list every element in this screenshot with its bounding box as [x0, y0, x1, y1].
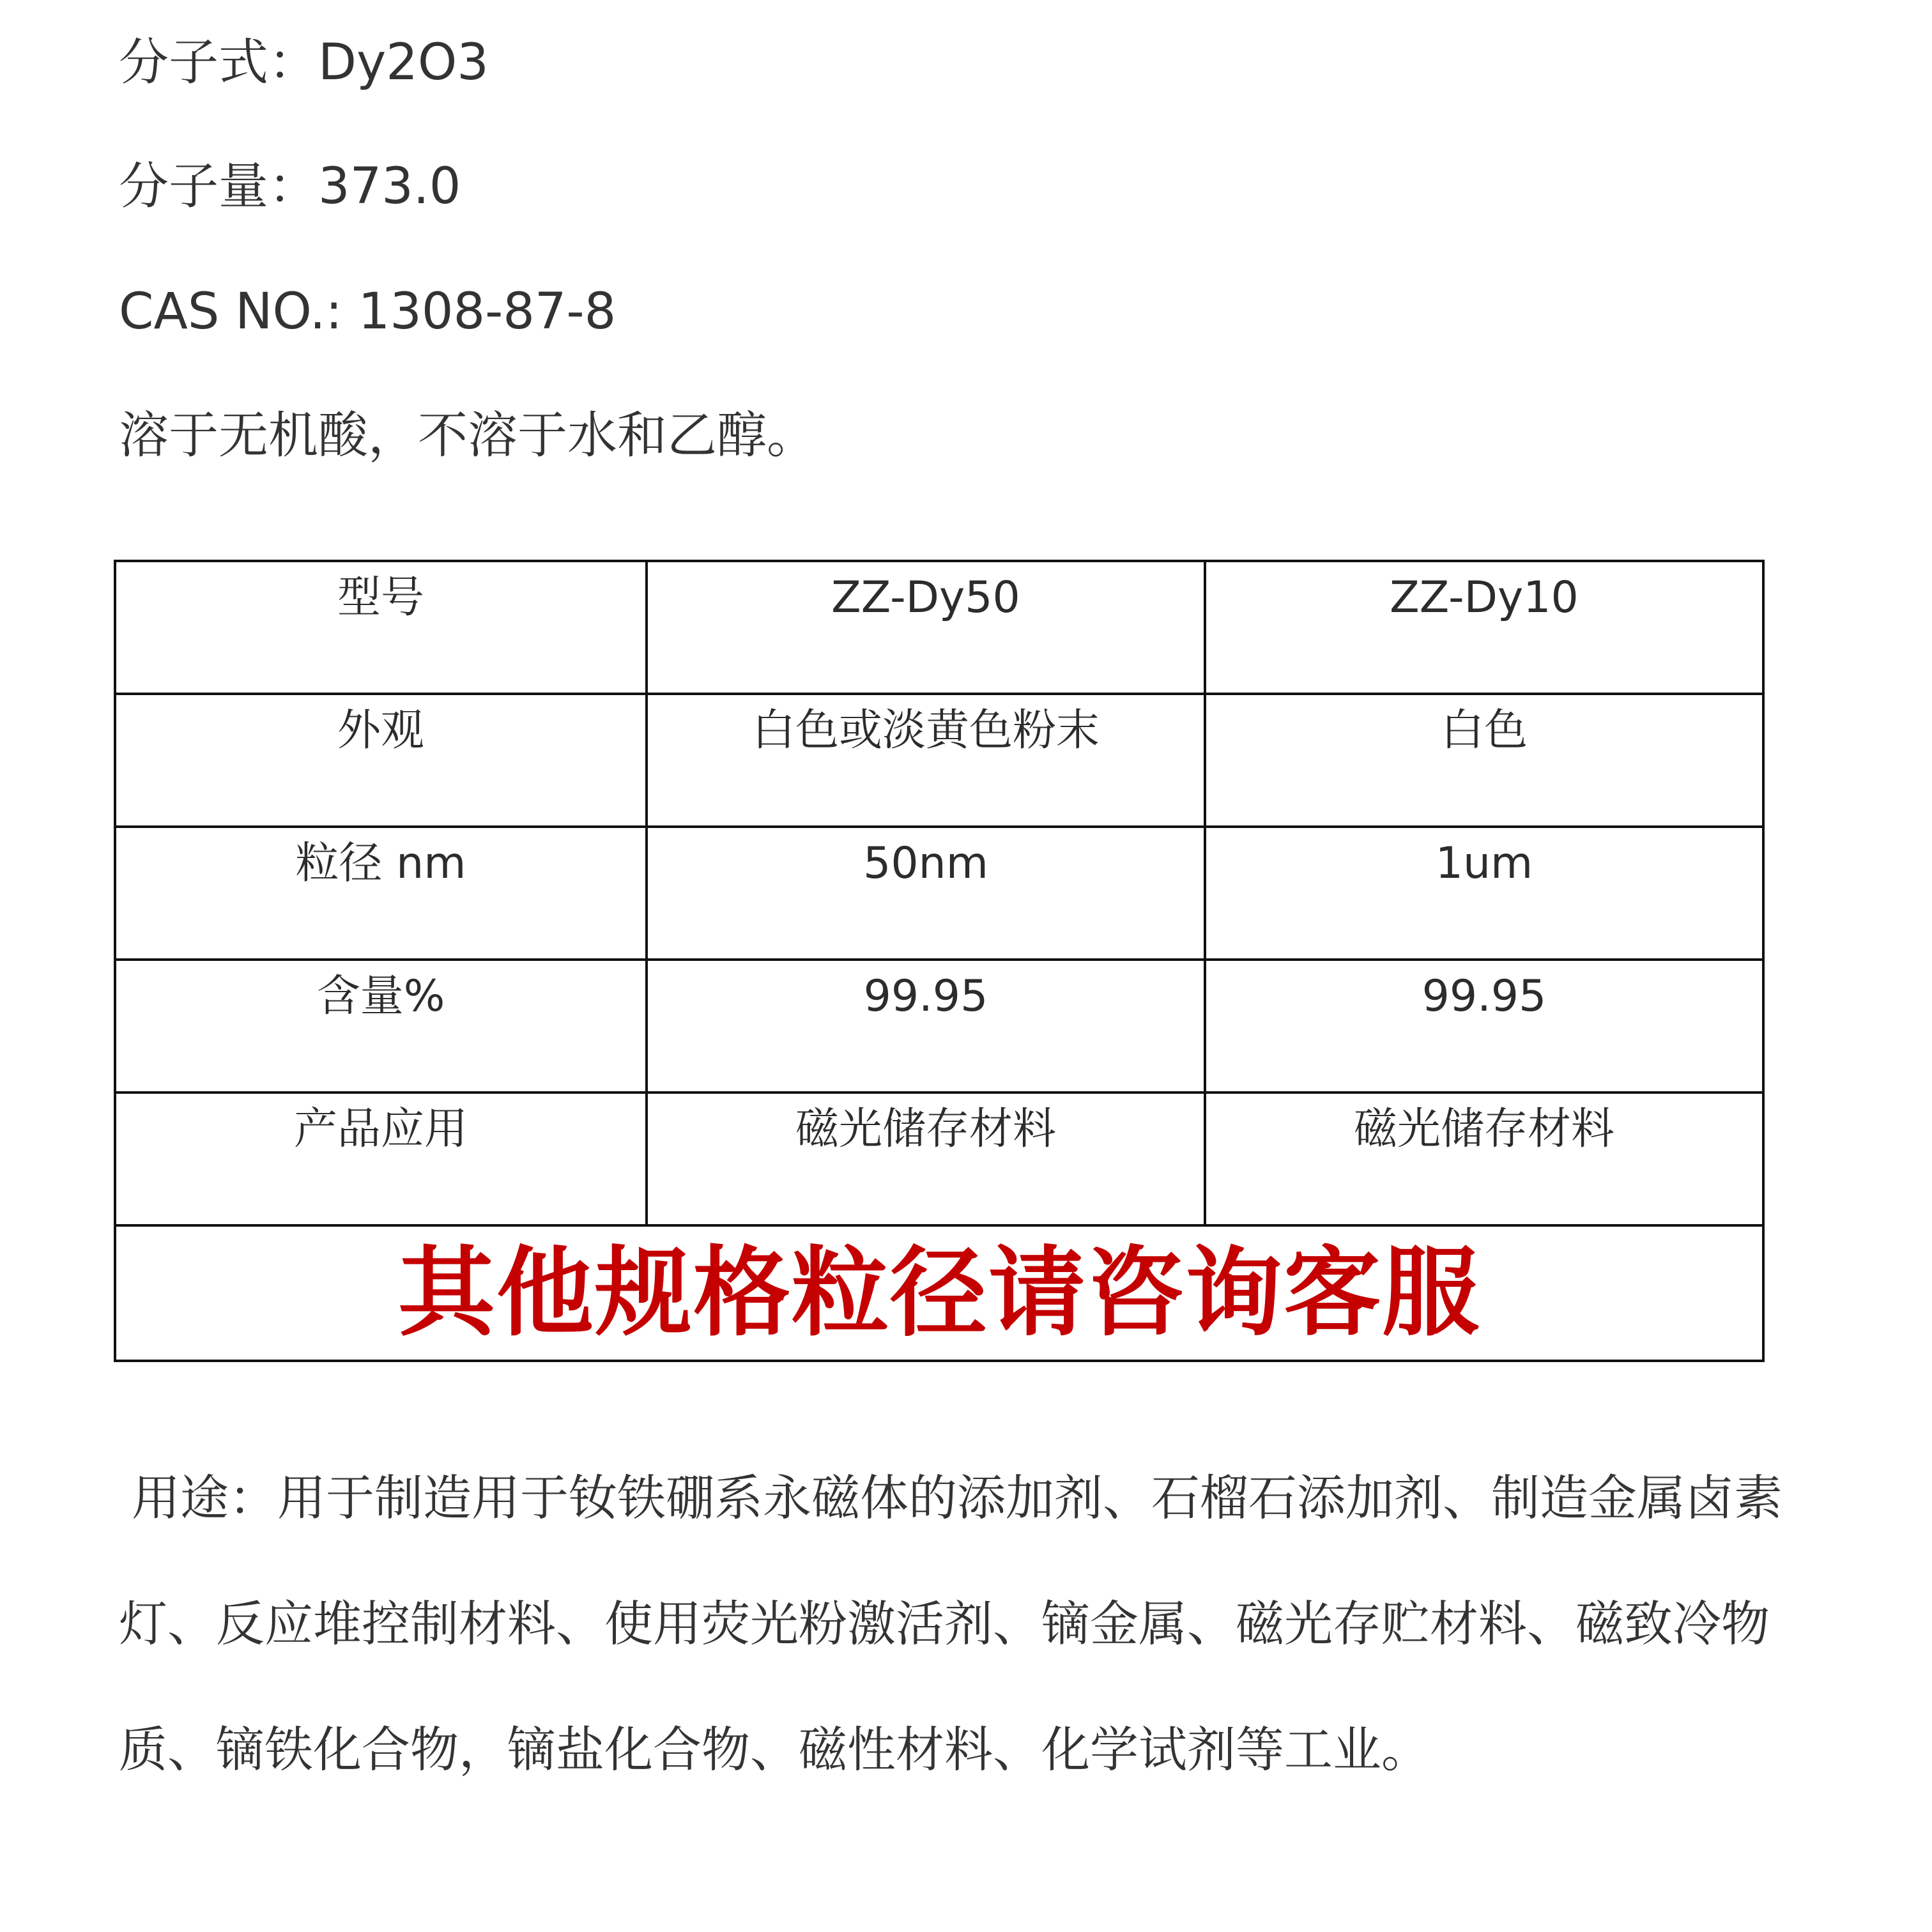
table-cell: 磁光储存材料: [1205, 1092, 1763, 1225]
table-cell: 外观: [115, 694, 647, 827]
table-cell: 磁光储存材料: [647, 1092, 1205, 1225]
solubility-text: 溶于无机酸，不溶于水和乙醇。: [119, 407, 817, 464]
table-cell: 99.95: [1205, 960, 1763, 1092]
cas-line: [119, 280, 616, 344]
weight-label: 分子量：: [119, 158, 319, 215]
weight-line: [119, 155, 461, 218]
table-cell: 型号: [115, 561, 647, 694]
table-row-application: [115, 1092, 1763, 1225]
table-cell: 白色: [1205, 694, 1763, 827]
consult-service-note: 其他规格粒径请咨询客服: [115, 1225, 1763, 1361]
table-cell: 50nm: [647, 827, 1205, 960]
table-cell: 含量%: [115, 960, 647, 1092]
table-row-note: [115, 1225, 1763, 1361]
table-row-model: [115, 561, 1763, 694]
table-cell: ZZ-Dy10: [1205, 561, 1763, 694]
table-cell: ZZ-Dy50: [647, 561, 1205, 694]
cas-value: 1308-87-8: [358, 283, 617, 341]
table-cell: 1um: [1205, 827, 1763, 960]
cas-label: CAS NO.:: [119, 283, 358, 341]
table-cell: 99.95: [647, 960, 1205, 1092]
table-cell: 产品应用: [115, 1092, 647, 1225]
formula-label: 分子式：: [119, 34, 319, 91]
spec-table: [114, 560, 1765, 1362]
formula-line: [119, 31, 489, 95]
formula-value: Dy2O3: [318, 34, 489, 91]
table-row-content: [115, 960, 1763, 1092]
table-row-particle-size: [115, 827, 1763, 960]
table-cell: 白色或淡黄色粉末: [647, 694, 1205, 827]
weight-value: 373.0: [318, 158, 461, 215]
usage-paragraph: 用途：用于制造用于钕铁硼系永磁体的添加剂、石榴石添加剂、制造金属卤素灯、反应堆控制材料、使用荧光粉激活剂、镝金属、磁光存贮材料、磁致冷物质、镝铁化合物，镝盐化合物、磁性材料、化学试剂等工业。: [119, 1469, 1782, 1778]
table-cell: 粒径 nm: [115, 827, 647, 960]
table-row-appearance: [115, 694, 1763, 827]
